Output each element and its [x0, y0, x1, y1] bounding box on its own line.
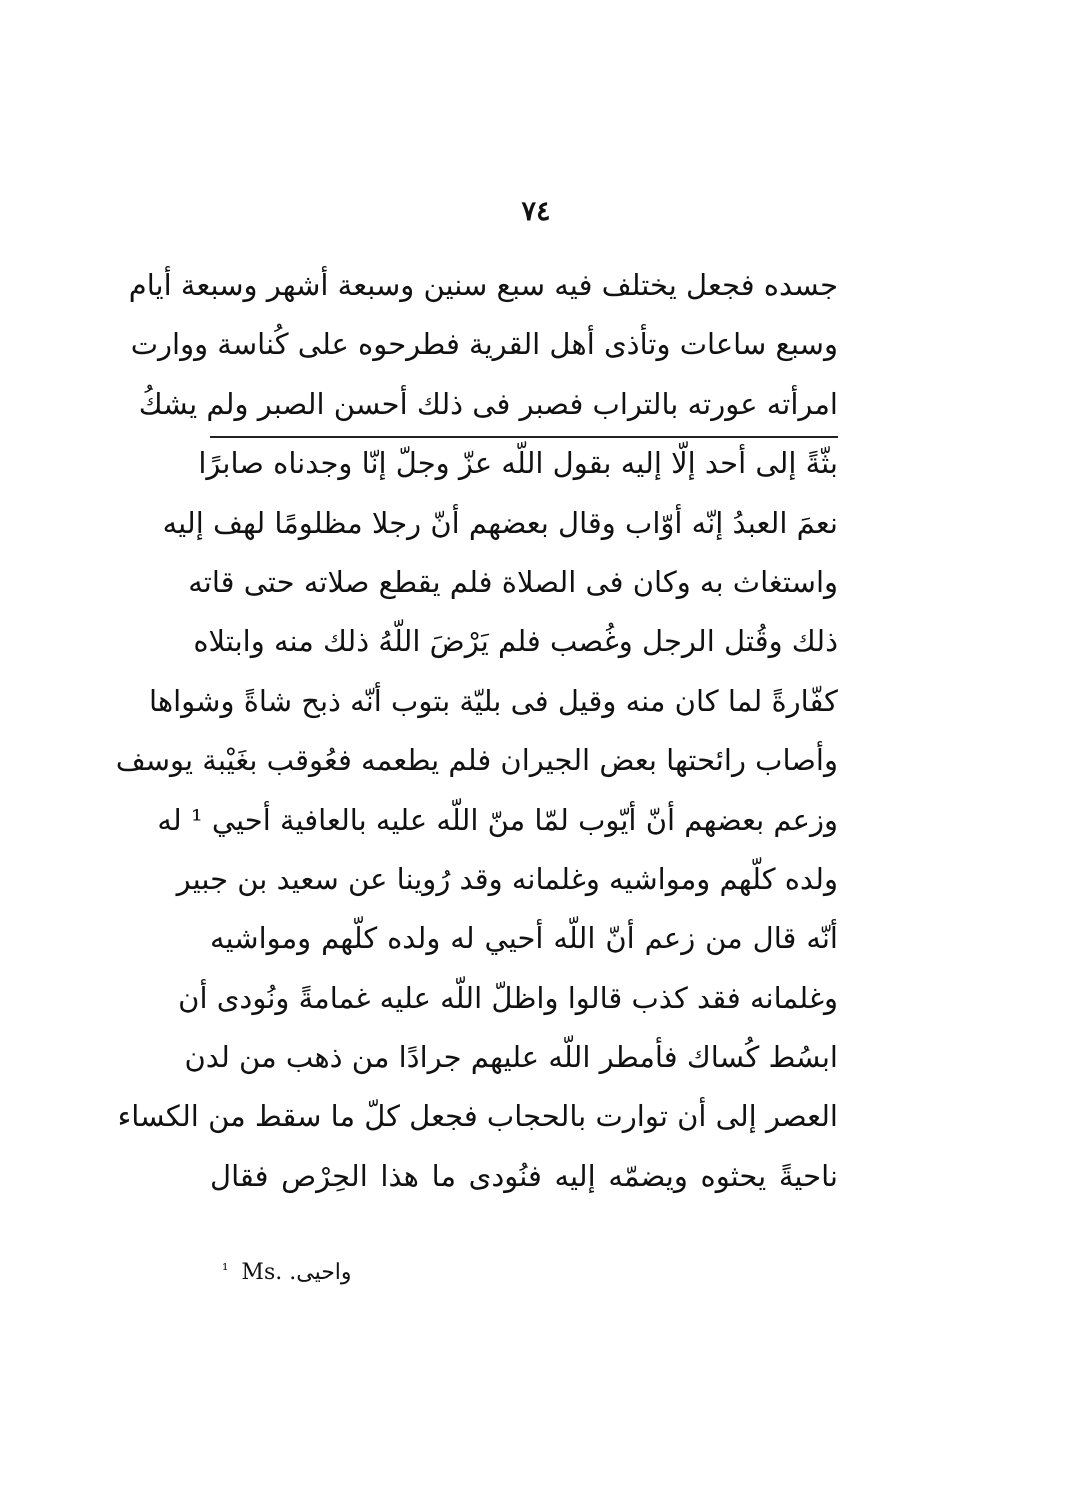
- text-line: وغلمانه فقد كذب قالوا واظلّ اللّه عليه غمامةً ونُودى أن: [178, 980, 838, 1015]
- page-number: ٧٤: [521, 196, 551, 227]
- text-line: جسده فجعل يختلف فيه سبع سنين وسبعة أشهر وسبعة أيام: [128, 268, 838, 302]
- text-line: العصر إلى أن توارت بالحجاب فجعل كلّ ما سقط من الكساء: [117, 1099, 838, 1134]
- underline-rule: [210, 436, 838, 438]
- text-line: ناحيةً يحثوه ويضمّه إليه فنُودى ما هذا الحِرْص فقال: [210, 1158, 838, 1193]
- text-line: امرأته عورته بالتراب فصبر فى ذلك أحسن الصبر ولم يشكُ: [138, 386, 838, 421]
- text-line: وسبع ساعات وتأذى أهل القرية فطرحوه على كُناسة ووارت: [130, 327, 838, 362]
- footnote: [222, 1260, 352, 1285]
- text-line: وأصاب رائحتها بعض الجيران فلم يطعمه فعُوقب بغَيْبة يوسف: [115, 743, 838, 778]
- text-line: ذلك وقُتل الرجل وغُصب فلم يَرْضَ اللّهُ ذلك منه وابتلاه: [193, 624, 838, 659]
- footnote-arabic: واحيى.: [289, 1260, 352, 1285]
- body-text: [115, 256, 838, 1206]
- footnote-label: Ms.: [241, 1260, 283, 1285]
- text-line: وزعم بعضهم أنّ أيّوب لمّا منّ اللّه عليه بالعافية أحيي ¹ له: [157, 802, 838, 837]
- text-line: نعمَ العبدُ إنّه أوّاب وقال بعضهم أنّ رجلا مظلومًا لهف إليه: [162, 505, 838, 540]
- text-line: أنّه قال من زعم أنّ اللّه أحيي له ولده كلّهم ومواشيه: [210, 921, 838, 956]
- text-line: كفّارةً لما كان منه وقيل فى بليّة بتوب أنّه ذبح شاةً وشواها: [149, 683, 838, 718]
- text-line: واستغاث به وكان فى الصلاة فلم يقطع صلاته حتى قاته: [188, 564, 838, 599]
- text-line: بثّةً إلى أحد إلّا إليه بقول اللّه عزّ وجلّ إنّا وجدناه صابرًا: [198, 446, 838, 481]
- text-line: ابسُط كُساك فأمطر اللّه عليهم جرادًا من ذهب من لدن: [184, 1040, 838, 1075]
- footnote-marker: ¹: [222, 1260, 229, 1279]
- text-line: ولده كلّهم ومواشيه وغلمانه وقد رُوينا عن سعيد بن جبير: [176, 861, 838, 896]
